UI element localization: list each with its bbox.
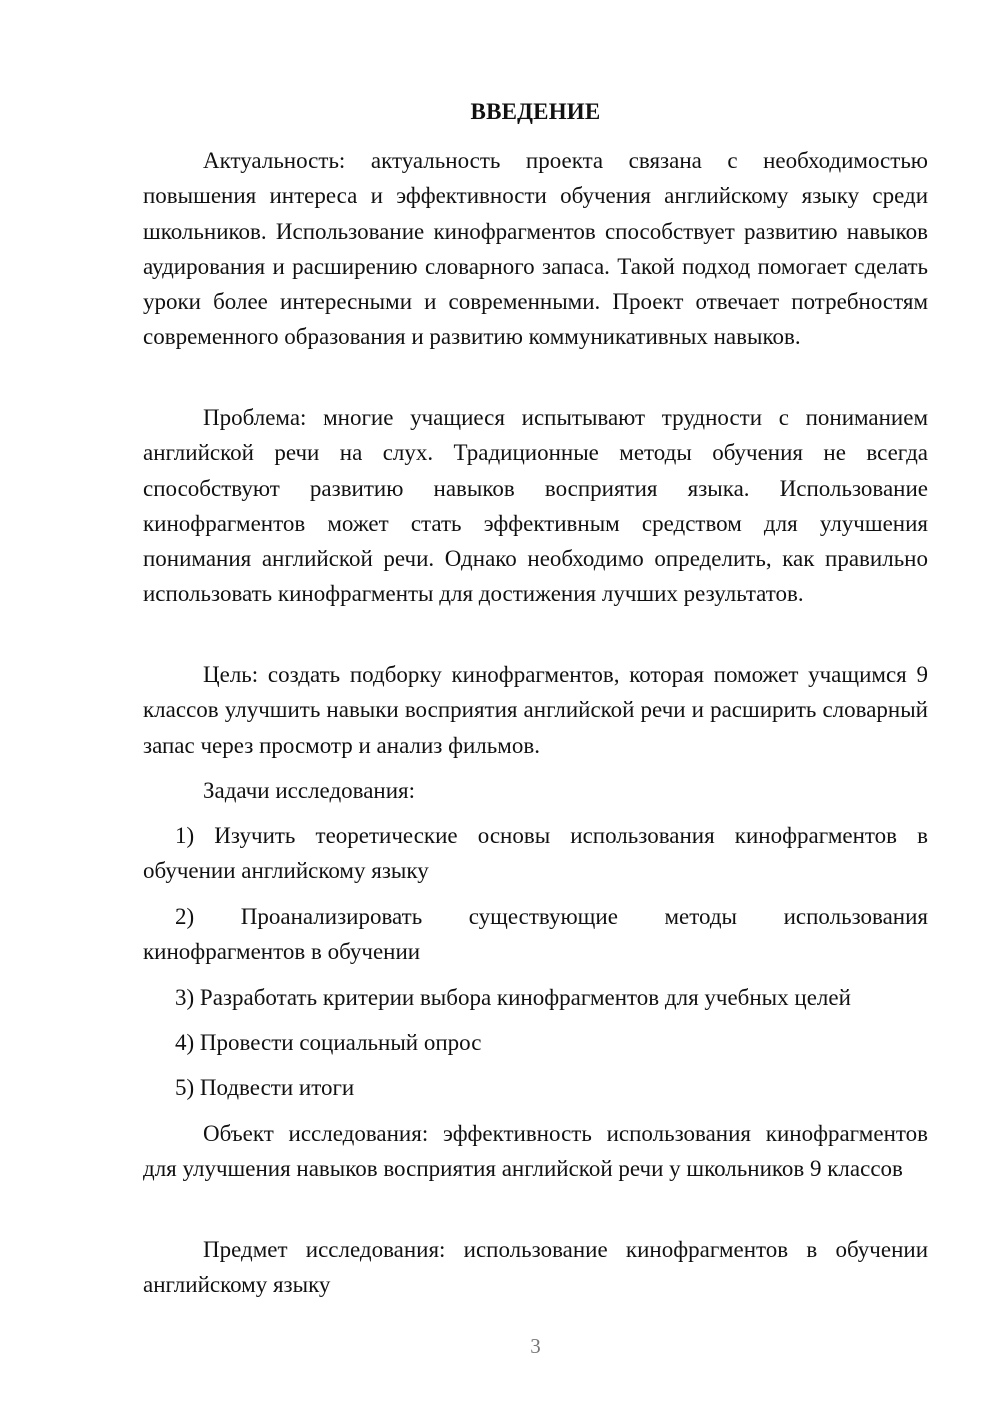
page-title: ВВЕДЕНИЕ xyxy=(470,99,601,124)
task-item-4: 4) Провести социальный опрос xyxy=(175,1030,482,1055)
task-item-5: 5) Подвести итоги xyxy=(175,1075,355,1100)
object-paragraph: Объект исследования: эффективность использования кинофрагментов для улучшения навыков восприятия английской речи у школьников 9 классов xyxy=(143,1121,928,1182)
problem-paragraph: Проблема: многие учащиеся испытывают трудности с пониманием английской речи на слух. Традиционные методы обучения не всегда способствуют развитию навыков восприятия языка. Использование кинофрагментов может стать эффективным средством для улучшения понимания английской речи. Однако необходимо определить, как правильно использовать кинофрагменты для достижения лучших результатов. xyxy=(143,405,928,607)
subject-paragraph: Предмет исследования: использование кинофрагментов в обучении английскому языку xyxy=(143,1237,928,1298)
tasks-heading: Задачи исследования: xyxy=(203,778,416,803)
task-item-2: 2) Проанализировать существующие методы использования кинофрагментов в обучении xyxy=(143,904,928,965)
page-number: 3 xyxy=(530,1334,541,1358)
task-item-3: 3) Разработать критерии выбора кинофрагментов для учебных целей xyxy=(175,985,851,1010)
goal-paragraph: Цель: создать подборку кинофрагментов, которая поможет учащимся 9 классов улучшить навыки восприятия английской речи и расширить словарный запас через просмотр и анализ фильмов. xyxy=(143,662,928,758)
task-item-1: 1) Изучить теоретические основы использования кинофрагментов в обучении английскому языку xyxy=(143,823,928,884)
relevance-paragraph: Актуальность: актуальность проекта связана с необходимостью повышения интереса и эффективности обучения английскому языку среди школьников. Использование кинофрагментов способствует развитию навыков аудирования и расширению словарного запаса. Такой подход помогает сделать уроки более интересными и современными. Проект отвечает потребностям современного образования и развитию коммуникативных навыков. xyxy=(143,148,928,350)
